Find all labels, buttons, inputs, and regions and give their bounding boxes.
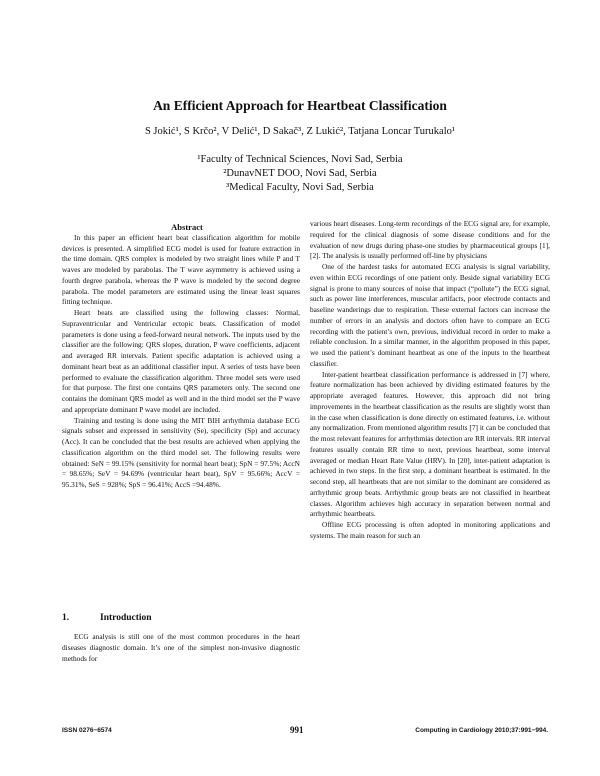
affiliation-2: ²DunavNET DOO, Novi Sad, Serbia	[223, 168, 377, 179]
introduction-text	[62, 632, 300, 664]
abstract-paragraph: In this paper an efficient heart beat classification algorithm for mobile devices is presented. A simplified ECG model is used for feature extraction in the time domain. QRS complex is modeled by two straight lines while P and T waves are modeled by parabolas. The T wave asymmetry is achieved using a fourth degree parabola, whereas the P wave is modeled by the second degree parabola. The model parameters are estimated using the linear least squares fitting technique.	[62, 232, 300, 307]
author-list: S Jokić¹, S Krčo², V Delić¹, D Sakač³, Z Lukić², Tatjana Loncar Turukalo¹	[144, 126, 456, 137]
affiliation-3: ³Medical Faculty, Novi Sad, Serbia	[226, 182, 374, 193]
section-title: Introduction	[100, 613, 152, 623]
section-number: 1.	[62, 613, 70, 623]
paper-title: An Efficient Approach for Heartbeat Classification	[153, 98, 447, 113]
body-paragraph: Inter-patient heartbeat classification performance is addressed in [7] where, feature normalization has been achieved by dividing estimated features by the appropriate averaged features. However, this approach did not bring improvements in the heartbeat classification as the results are slightly worst than in the case when classification is done directly on estimated features, i.e. without any normalization. From mentioned algorithm results [7] it can be concluded that the most relevant features for arrhythmias detection are RR intervals. RR interval features usually contain RR time to next, previous heartbeat, some interval averaged or median Heart Rate Value (HRV). In [20], inter-patient adaptation is achieved in two steps. In the first step, a dominant heartbeat is estimated. In the second step, all heartbeats that are not similar to the dominant are considered as arrhythmic group beats. Arrhythmic group beats are not classified in heartbeat classes. Algorithm achieves high accuracy in separation between normal and arrhythmic heartbeats.	[310, 369, 550, 519]
footer-journal: Computing in Cardiology 2010;37:991−994.	[415, 727, 548, 734]
footer-issn: ISSN 0276−6574	[62, 727, 112, 734]
abstract	[62, 222, 300, 491]
section-heading	[62, 613, 152, 623]
right-column	[310, 219, 550, 542]
abstract-paragraph: Heart beats are classified using the following classes: Normal, Supraventricular and Ventricular ectopic beats. Classification of model parameters is done using a feed-forward neural network. The inputs used by the classifier are the following: QRS slopes, duration, P wave coefficients, adjacent and averaged RR intervals. Patient specific adaptation is achieved using a dominant heart beat as an additional classifier input. A series of tests have been performed to evaluate the classification algorithm. Three model sets were used for that purpose. The first one contains QRS parameters only. The second one contains the dominant QRS model as well and in the third model set the P wave and appropriate dominant P wave model are included.	[62, 308, 300, 414]
abstract-heading: Abstract	[171, 222, 203, 232]
body-paragraph: One of the hardest tasks for automated ECG analysis is signal variability, even within ECG recordings of one patient only. Beside signal variability ECG signal is prone to many sources of noise that impact (“pollute”) the ECG signal, such as power line interferences, muscular artifacts, poor electrode contacts and baseline wanderings due to respiration. These external factors can increase the number of errors in an analysis and doctors often have to compare an ECG recording with the patient’s own, previous, individual record in order to make a reliable conclusion. In a similar manner, in the algorithm proposed in this paper, we used the patient’s dominant heartbeat as one of the inputs to the heartbeat classifier.	[310, 262, 550, 368]
abstract-paragraph: Training and testing is done using the MIT BIH arrhythmia database ECG signals subset and expressed in sensitivity (Se), specificity (Sp) and accuracy (Acc). It can be concluded that the best results are achieved when applying the classification algorithm on the third model set. The following results were obtained: SeN = 99.15% (sensitivity for normal heart beat); SpN = 97.5%; AccN = 98.65%; SeV = 94.69% (ventricular heart beat), SpV = 95.66%; AccV = 95.31%, SeS = 928%; SpS = 96.41%; AccS =94.48%.	[62, 415, 300, 489]
page-number: 991	[290, 725, 304, 735]
body-paragraph: ECG analysis is still one of the most common procedures in the heart diseases diagnostic domain. It’s one of the simplest non-invasive diagnostic methods for	[62, 632, 300, 663]
body-paragraph: Offline ECG processing is often adopted in monitoring applications and systems. The main reason for such an	[310, 520, 550, 540]
affiliation-1: ¹Faculty of Technical Sciences, Novi Sad, Serbia	[197, 154, 403, 165]
body-paragraph: various heart diseases. Long-term recordings of the ECG signal are, for example, required for the clinical diagnosis of some disease conditions and for the evaluation of new drugs during phase-one studies by pharmaceutical groups [1], [2]. The analysis is usually performed off-line by physicians	[310, 219, 550, 261]
